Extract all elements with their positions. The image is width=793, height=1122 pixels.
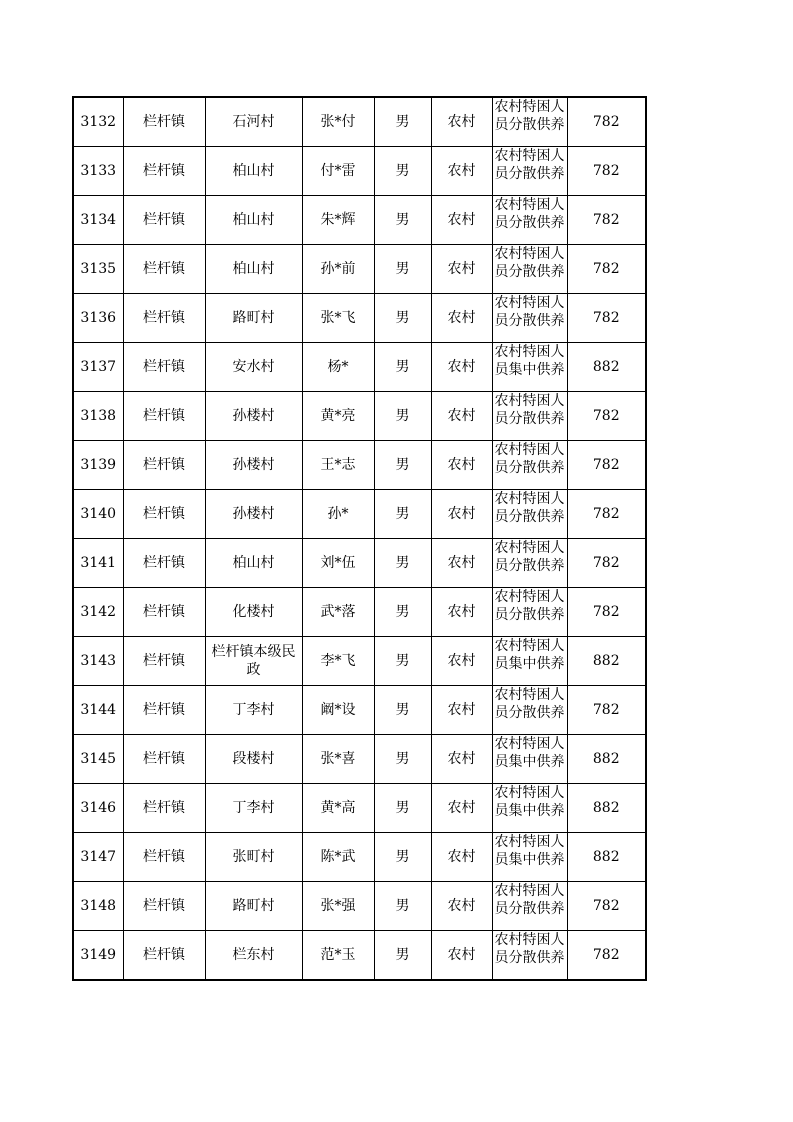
category-cell [492, 343, 567, 392]
table-row [73, 441, 646, 490]
category-text: 农村特困人员集中供养 [494, 834, 565, 868]
gender-cell: 男 [374, 97, 431, 147]
amount-cell: 882 [567, 637, 646, 686]
gender-cell: 男 [374, 539, 431, 588]
category-text: 农村特困人员集中供养 [494, 638, 565, 672]
town-cell: 栏杆镇 [123, 392, 205, 441]
village-cell: 段楼村 [205, 735, 302, 784]
category-text: 农村特困人员分散供养 [494, 295, 565, 329]
town-cell: 栏杆镇 [123, 294, 205, 343]
town-cell: 栏杆镇 [123, 588, 205, 637]
gender-cell: 男 [374, 931, 431, 981]
category-text: 农村特困人员分散供养 [494, 99, 565, 133]
amount-cell: 882 [567, 343, 646, 392]
area-cell: 农村 [431, 588, 492, 637]
category-text: 农村特困人员分散供养 [494, 687, 565, 721]
gender-cell: 男 [374, 294, 431, 343]
row-number-cell: 3133 [73, 147, 123, 196]
row-number-cell: 3132 [73, 97, 123, 147]
amount-cell: 782 [567, 392, 646, 441]
amount-cell: 782 [567, 245, 646, 294]
category-text: 农村特困人员分散供养 [494, 393, 565, 427]
town-cell: 栏杆镇 [123, 735, 205, 784]
table-row [73, 490, 646, 539]
gender-cell: 男 [374, 735, 431, 784]
village-cell: 石河村 [205, 97, 302, 147]
category-text: 农村特困人员分散供养 [494, 491, 565, 525]
area-cell: 农村 [431, 882, 492, 931]
category-text: 农村特困人员分散供养 [494, 246, 565, 280]
town-cell: 栏杆镇 [123, 196, 205, 245]
gender-cell: 男 [374, 784, 431, 833]
area-cell: 农村 [431, 539, 492, 588]
amount-cell: 782 [567, 931, 646, 981]
table-row [73, 294, 646, 343]
row-number-cell: 3141 [73, 539, 123, 588]
category-cell [492, 392, 567, 441]
name-cell: 武*落 [302, 588, 374, 637]
town-cell: 栏杆镇 [123, 686, 205, 735]
data-table [72, 96, 647, 981]
gender-cell: 男 [374, 245, 431, 294]
town-cell: 栏杆镇 [123, 833, 205, 882]
area-cell: 农村 [431, 637, 492, 686]
village-cell: 安水村 [205, 343, 302, 392]
village-cell: 丁李村 [205, 686, 302, 735]
category-cell [492, 490, 567, 539]
name-cell: 黄*亮 [302, 392, 374, 441]
name-cell: 杨* [302, 343, 374, 392]
row-number-cell: 3140 [73, 490, 123, 539]
category-cell [492, 882, 567, 931]
category-cell [492, 539, 567, 588]
gender-cell: 男 [374, 343, 431, 392]
amount-cell: 782 [567, 294, 646, 343]
area-cell: 农村 [431, 343, 492, 392]
area-cell: 农村 [431, 784, 492, 833]
category-cell [492, 245, 567, 294]
town-cell: 栏杆镇 [123, 147, 205, 196]
name-cell: 付*雷 [302, 147, 374, 196]
village-cell: 路町村 [205, 882, 302, 931]
village-cell: 柏山村 [205, 245, 302, 294]
category-cell [492, 637, 567, 686]
table-row [73, 735, 646, 784]
category-text: 农村特困人员分散供养 [494, 442, 565, 476]
table-row [73, 196, 646, 245]
name-cell: 朱*辉 [302, 196, 374, 245]
amount-cell: 782 [567, 882, 646, 931]
table-row [73, 882, 646, 931]
category-cell [492, 784, 567, 833]
name-cell: 孙*前 [302, 245, 374, 294]
amount-cell: 782 [567, 490, 646, 539]
row-number-cell: 3142 [73, 588, 123, 637]
gender-cell: 男 [374, 147, 431, 196]
category-text: 农村特困人员分散供养 [494, 540, 565, 574]
row-number-cell: 3146 [73, 784, 123, 833]
amount-cell: 882 [567, 833, 646, 882]
category-cell [492, 588, 567, 637]
town-cell: 栏杆镇 [123, 539, 205, 588]
area-cell: 农村 [431, 833, 492, 882]
name-cell: 张*强 [302, 882, 374, 931]
amount-cell: 782 [567, 97, 646, 147]
amount-cell: 782 [567, 588, 646, 637]
row-number-cell: 3139 [73, 441, 123, 490]
village-cell: 栏杆镇本级民政 [205, 637, 302, 686]
village-cell: 路町村 [205, 294, 302, 343]
category-cell [492, 147, 567, 196]
category-text: 农村特困人员分散供养 [494, 148, 565, 182]
category-text: 农村特困人员分散供养 [494, 883, 565, 917]
area-cell: 农村 [431, 441, 492, 490]
village-cell: 化楼村 [205, 588, 302, 637]
table-row [73, 637, 646, 686]
row-number-cell: 3143 [73, 637, 123, 686]
town-cell: 栏杆镇 [123, 490, 205, 539]
row-number-cell: 3136 [73, 294, 123, 343]
category-cell [492, 931, 567, 981]
name-cell: 刘*伍 [302, 539, 374, 588]
table-row [73, 245, 646, 294]
area-cell: 农村 [431, 686, 492, 735]
town-cell: 栏杆镇 [123, 882, 205, 931]
amount-cell: 782 [567, 441, 646, 490]
town-cell: 栏杆镇 [123, 97, 205, 147]
category-text: 农村特困人员分散供养 [494, 589, 565, 623]
amount-cell: 882 [567, 735, 646, 784]
area-cell: 农村 [431, 392, 492, 441]
village-cell: 孙楼村 [205, 441, 302, 490]
row-number-cell: 3145 [73, 735, 123, 784]
category-text: 农村特困人员分散供养 [494, 932, 565, 966]
gender-cell: 男 [374, 588, 431, 637]
village-cell: 孙楼村 [205, 490, 302, 539]
village-cell: 张町村 [205, 833, 302, 882]
category-text: 农村特困人员集中供养 [494, 785, 565, 819]
gender-cell: 男 [374, 392, 431, 441]
row-number-cell: 3135 [73, 245, 123, 294]
table-row [73, 343, 646, 392]
amount-cell: 782 [567, 539, 646, 588]
name-cell: 范*玉 [302, 931, 374, 981]
gender-cell: 男 [374, 490, 431, 539]
category-cell [492, 294, 567, 343]
table-row [73, 97, 646, 147]
village-cell: 柏山村 [205, 147, 302, 196]
name-cell: 陈*武 [302, 833, 374, 882]
town-cell: 栏杆镇 [123, 637, 205, 686]
name-cell: 张*飞 [302, 294, 374, 343]
town-cell: 栏杆镇 [123, 441, 205, 490]
category-cell [492, 833, 567, 882]
category-text: 农村特困人员集中供养 [494, 344, 565, 378]
category-cell [492, 686, 567, 735]
category-cell [492, 196, 567, 245]
category-text: 农村特困人员分散供养 [494, 197, 565, 231]
village-cell: 丁李村 [205, 784, 302, 833]
category-cell [492, 97, 567, 147]
name-cell: 李*飞 [302, 637, 374, 686]
area-cell: 农村 [431, 735, 492, 784]
amount-cell: 782 [567, 147, 646, 196]
village-cell: 孙楼村 [205, 392, 302, 441]
village-cell: 柏山村 [205, 539, 302, 588]
area-cell: 农村 [431, 931, 492, 981]
gender-cell: 男 [374, 441, 431, 490]
category-cell [492, 441, 567, 490]
table-row [73, 686, 646, 735]
area-cell: 农村 [431, 97, 492, 147]
gender-cell: 男 [374, 882, 431, 931]
name-cell: 孙* [302, 490, 374, 539]
table-row [73, 833, 646, 882]
name-cell: 阚*设 [302, 686, 374, 735]
row-number-cell: 3144 [73, 686, 123, 735]
name-cell: 王*志 [302, 441, 374, 490]
area-cell: 农村 [431, 245, 492, 294]
village-cell: 栏东村 [205, 931, 302, 981]
area-cell: 农村 [431, 294, 492, 343]
amount-cell: 782 [567, 686, 646, 735]
gender-cell: 男 [374, 637, 431, 686]
gender-cell: 男 [374, 196, 431, 245]
table-body [73, 97, 646, 980]
gender-cell: 男 [374, 686, 431, 735]
row-number-cell: 3134 [73, 196, 123, 245]
area-cell: 农村 [431, 147, 492, 196]
table-row [73, 147, 646, 196]
area-cell: 农村 [431, 490, 492, 539]
row-number-cell: 3137 [73, 343, 123, 392]
table-row [73, 392, 646, 441]
village-cell: 柏山村 [205, 196, 302, 245]
name-cell: 黄*高 [302, 784, 374, 833]
row-number-cell: 3149 [73, 931, 123, 981]
name-cell: 张*付 [302, 97, 374, 147]
amount-cell: 782 [567, 196, 646, 245]
town-cell: 栏杆镇 [123, 931, 205, 981]
gender-cell: 男 [374, 833, 431, 882]
table-row [73, 539, 646, 588]
row-number-cell: 3147 [73, 833, 123, 882]
area-cell: 农村 [431, 196, 492, 245]
row-number-cell: 3138 [73, 392, 123, 441]
amount-cell: 882 [567, 784, 646, 833]
name-cell: 张*喜 [302, 735, 374, 784]
table-row [73, 588, 646, 637]
table-row [73, 931, 646, 981]
category-text: 农村特困人员集中供养 [494, 736, 565, 770]
town-cell: 栏杆镇 [123, 343, 205, 392]
town-cell: 栏杆镇 [123, 784, 205, 833]
row-number-cell: 3148 [73, 882, 123, 931]
town-cell: 栏杆镇 [123, 245, 205, 294]
category-cell [492, 735, 567, 784]
table-row [73, 784, 646, 833]
